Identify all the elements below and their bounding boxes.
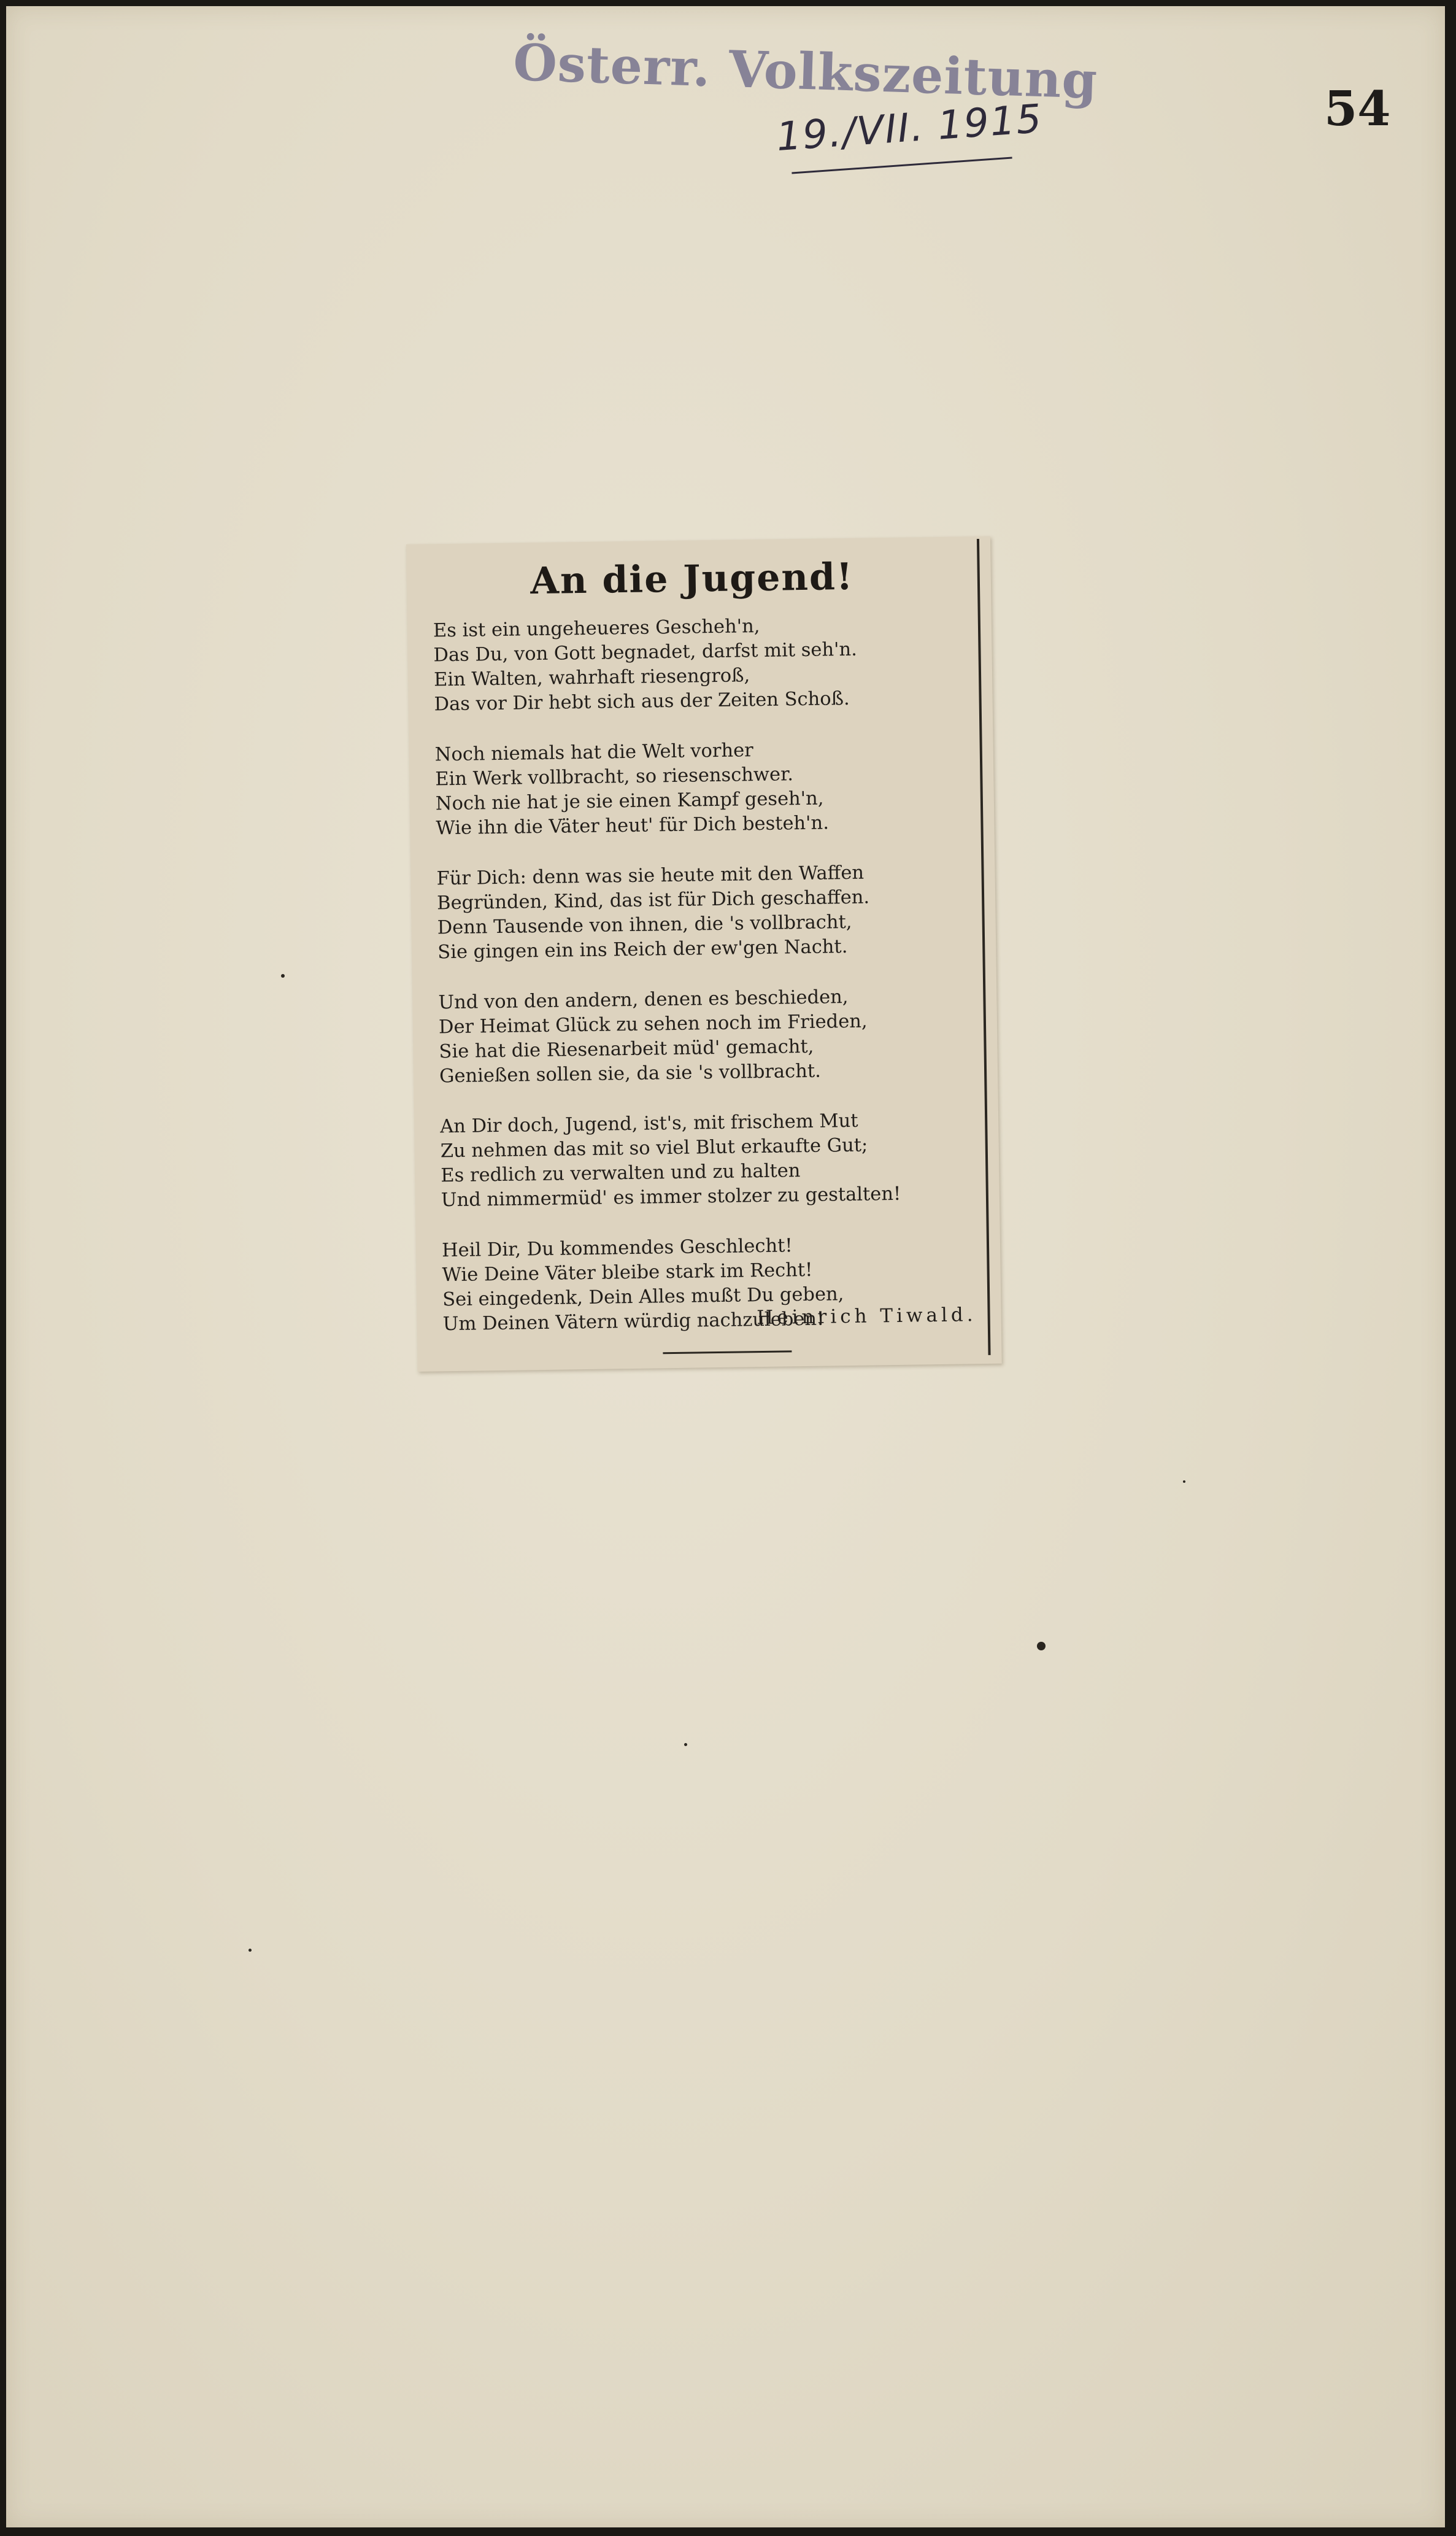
poem-line: Das vor Dir hebt sich aus der Zeiten Schoß. (434, 687, 850, 716)
poem-line: Genießen sollen sie, da sie 's vollbracht. (439, 1060, 822, 1088)
poem-line: Denn Tausende von ihnen, die 's vollbracht, (437, 911, 852, 939)
poem-line: Sie hat die Riesenarbeit müd' gemacht, (439, 1035, 814, 1063)
archive-sheet (6, 6, 1445, 2527)
poem-body (433, 611, 990, 1363)
stanza (433, 611, 980, 717)
poem-line: Um Deinen Vätern würdig nachzuleben! (442, 1308, 825, 1336)
poem-line: Begründen, Kind, das ist für Dich geschaffen. (436, 886, 870, 914)
poem-line: Wie ihn die Väter heut' für Dich besteh'n. (436, 812, 830, 840)
poem-line: Ein Werk vollbracht, so riesenschwer. (435, 764, 794, 791)
paper-speck (1037, 1642, 1046, 1650)
poem-line: Der Heimat Glück zu sehen noch im Frieden, (438, 1010, 868, 1038)
paper-speck (684, 1743, 687, 1746)
poem-author: Heinrich Tiwald. (756, 1304, 977, 1329)
poem-line: Es ist ein ungeheueres Gescheh'n, (433, 615, 760, 642)
poem-line: Für Dich: denn was sie heute mit den Waffen (436, 862, 865, 890)
date-underline (792, 157, 1012, 174)
poem-line: Und von den andern, denen es beschieden, (438, 986, 849, 1014)
stanza (435, 735, 982, 841)
stanza (436, 859, 984, 965)
handwritten-date: 19./VII. 1915 (774, 96, 1044, 161)
poem-line: Es redlich zu verwalten und zu halten (441, 1160, 801, 1187)
poem-line: Heil Dir, Du kommendes Geschlecht! (441, 1235, 793, 1262)
poem-line: An Dir doch, Jugend, ist's, mit frischem Mut (440, 1110, 858, 1138)
paper-speck (248, 1949, 252, 1952)
stanza (438, 983, 985, 1089)
page-number: 54 (1324, 81, 1391, 137)
poem-line: Noch niemals hat die Welt vorher (434, 740, 753, 766)
poem-line: Noch nie hat je sie einen Kampf geseh'n, (435, 787, 824, 815)
paper-speck (281, 974, 285, 978)
poem-line: Sie gingen ein ins Reich der ew'gen Nacht. (437, 936, 848, 964)
poem-line: Wie Deine Väter bleibe stark im Recht! (442, 1259, 813, 1286)
poem-line: Und nimmermüd' es immer stolzer zu gestalten! (441, 1183, 901, 1212)
poem-title: An die Jugend! (530, 555, 854, 603)
stanza (440, 1107, 987, 1213)
poem-line: Das Du, von Gott begnadet, darfst mit seh'n. (433, 638, 858, 667)
poem-line: Zu nehmen das mit so viel Blut erkaufte Gut; (440, 1134, 868, 1162)
newspaper-stamp: Österr. Volkszeitung (512, 33, 1099, 110)
poem-line: Ein Walten, wahrhaft riesengroß, (433, 665, 750, 691)
paper-speck (1183, 1480, 1185, 1483)
newspaper-clipping (406, 536, 1002, 1372)
poem-line: Sei eingedenk, Dein Alles mußt Du geben, (442, 1283, 844, 1311)
